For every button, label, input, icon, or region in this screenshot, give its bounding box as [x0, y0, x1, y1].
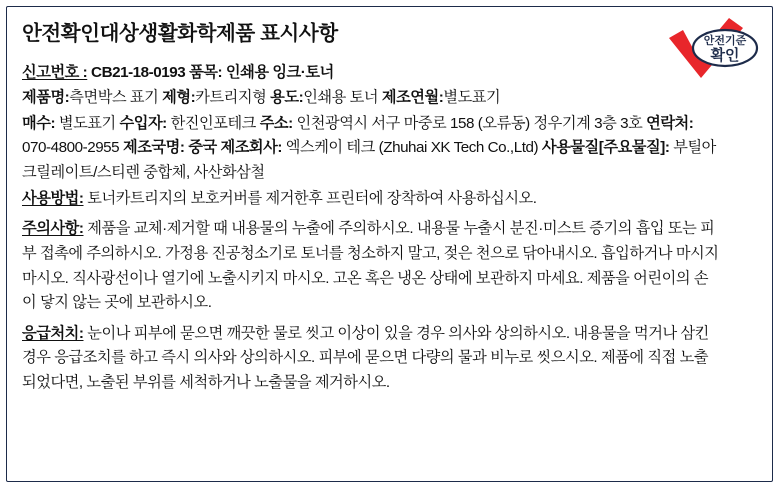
manufacture-date-label: 제조연월:: [381, 89, 444, 107]
maker-label: 제조회사:: [220, 139, 282, 157]
product-label: 제품명:: [22, 89, 70, 107]
first-aid-value: 눈이나 피부에 묻으면 깨끗한 물로 씻고 이상이 있을 경우 의사와 상의하시오. 내용물을 먹거나 삼킨 경우 응급조치를 하고 즉시 의사와 상의하시오. 피부에 묻으면 다량의 물과 비누로 씻으시오. 제품에 직접 노출 되었다면, 노출된 부위를 세척하거나 노출물을 제거하시오.: [22, 324, 709, 392]
declaration-line: [22, 61, 722, 86]
product-line: [22, 86, 722, 111]
item-label: 품목:: [189, 63, 223, 81]
country-label: 제조국명:: [122, 139, 185, 157]
cert-bottom-text: 확인: [710, 47, 740, 64]
type-label: 제형:: [162, 89, 196, 107]
item-value: 인쇄용 잉크·토너: [225, 63, 334, 81]
importer-label: 수입자:: [119, 114, 167, 132]
usage-value: 토너카트리지의 보호커버를 제거한후 프린터에 장착하여 사용하십시오.: [87, 189, 537, 207]
usage-line: [22, 187, 722, 212]
first-aid-line: [22, 322, 722, 396]
manufacture-date-value: 별도표기: [443, 89, 501, 107]
importer-value: 한진인포테크: [170, 114, 256, 132]
product-value: 측면박스 표기: [69, 89, 159, 107]
importer-address-line: [22, 112, 722, 186]
document-content: [22, 22, 757, 397]
substance-value: 부틸아크릴레이트/스티렌 중합체, 사산화삼철: [22, 139, 716, 182]
quantity-label: 매수:: [22, 114, 56, 132]
use-value: 인쇄용 토너: [303, 89, 379, 107]
type-value: 카트리지형: [195, 89, 267, 107]
first-aid-label: 응급처치:: [22, 324, 84, 342]
country-value: 중국: [188, 139, 217, 157]
declaration-value: CB21-18-0193: [91, 63, 186, 81]
use-label: 용도:: [270, 89, 304, 107]
address-value: 인천광역시 서구 마중로 158 (오류동) 정우기계 3층 3호: [296, 114, 643, 132]
contact-label: 연락처:: [646, 114, 694, 132]
contact-value: 070-4800-2955: [22, 139, 120, 157]
page-title: 안전확인대상생활화학제품 표시사항: [22, 22, 338, 45]
caution-value: 제품을 교체·제거할 때 내용물의 누출에 주의하시오. 내용물 누출시 분진·미스트 증기의 흡입 또는 피부 접촉에 주의하시오. 가정용 진공청소기로 토너를 청소하지 말고, 젖은 천으로 닦아내시오. 흡입하거나 마시지 마시오. 직사광선이나 열기에 노출시키지 마시오. 고온 혹은 냉온 상태에 보관하지 마세요. 제품을 어린이의 손이 닿지 않는 곳에 보관하시오.: [22, 220, 719, 312]
address-label: 주소:: [259, 114, 293, 132]
declaration-label: 신고번호 :: [22, 63, 88, 81]
cert-top-text: 안전기준: [703, 35, 747, 47]
maker-value: 엑스케이 테크 (Zhuhai XK Tech Co.,Ltd): [285, 139, 539, 157]
caution-label: 주의사항:: [22, 220, 84, 238]
usage-label: 사용방법:: [22, 189, 84, 207]
label-body-text: [22, 61, 722, 396]
substance-label: 사용물질[주요물질]:: [541, 139, 670, 157]
quantity-value: 별도표기: [58, 114, 116, 132]
caution-line: [22, 217, 722, 316]
